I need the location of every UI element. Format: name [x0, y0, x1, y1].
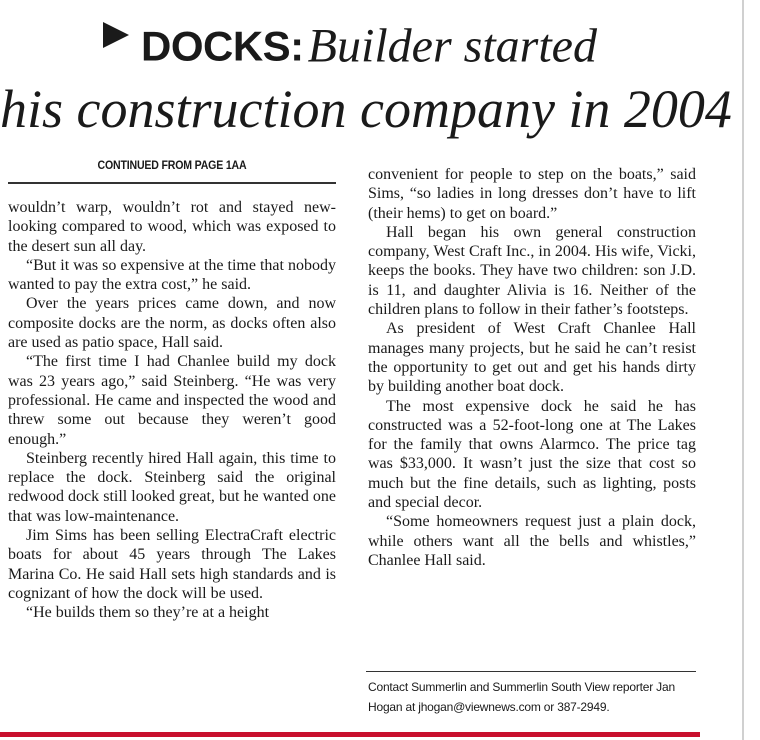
- paragraph: “But it was so expensive at the time that nobody wanted to pay the extra cost,” he said.: [8, 256, 336, 294]
- paragraph: “The first time I had Chanlee build my dock was 23 years ago,” said Steinberg. “He was very professional. He came and inspected the wood and threw some out because they weren’t good enough.”: [8, 353, 336, 448]
- paragraph: convenient for people to step on the boats,” said Sims, “so ladies in long dresses don’t have to lift (their hems) to get on board.”: [368, 166, 696, 222]
- paragraph: As president of West Craft Chanlee Hall manages many projects, but he said he can’t resist the opportunity to get out and get his hands dirty by building another boat dock.: [368, 320, 696, 396]
- headline-kicker: DOCKS:: [141, 22, 304, 70]
- continued-from-label: CONTINUED FROM PAGE 1AA: [97, 158, 247, 172]
- headline-text-1: Builder started: [307, 19, 597, 73]
- credit-rule: [366, 671, 696, 672]
- page-edge-divider: [742, 0, 744, 740]
- paragraph: The most expensive dock he said he has constructed was a 52-foot-long one at The Lakes for the family that owns Alarmco. The price tag was $33,000. It wasn’t just the size that cost so much but the fine details, such as lighting, posts and special decor.: [368, 397, 696, 512]
- article-column-right: [368, 165, 696, 570]
- headline: [0, 14, 732, 140]
- paragraph: “Some homeowners request just a plain dock, while others want all the bells and whistles,” Chanlee Hall said.: [368, 513, 696, 569]
- paragraph: Over the years prices came down, and now composite docks are the norm, as docks often also are used as patio space, Hall said.: [8, 295, 336, 352]
- reporter-credit: Contact Summerlin and Summerlin South View reporter Jan Hogan at jhogan@viewnews.com or 387-2949.: [368, 680, 675, 714]
- accent-bar: [0, 732, 700, 737]
- paragraph: Steinberg recently hired Hall again, this time to replace the dock. Steinberg said the original redwood dock still looked great, but he wanted one that was low-maintenance.: [8, 449, 336, 525]
- paragraph: “He builds them so they’re at a height: [26, 604, 270, 622]
- play-arrow-icon: [103, 22, 129, 48]
- headline-line-1: [0, 14, 700, 78]
- paragraph: Jim Sims has been selling ElectraCraft electric boats for about 45 years through The Lakes Marina Co. He said Hall sets high standards and is cognizant of how the dock will be used.: [8, 527, 336, 602]
- paragraph: wouldn’t warp, wouldn’t rot and stayed new-looking compared to wood, which was exposed to the desert sun all day.: [8, 199, 336, 255]
- column-rule-top: [8, 182, 336, 184]
- headline-line-2: his construction company in 2004: [0, 79, 732, 139]
- article-column-left: [8, 198, 336, 623]
- paragraph: Hall began his own general construction company, West Craft Inc., in 2004. His wife, Vicki, keeps the books. They have two children: son J.D. is 11, and daughter Alivia is 16. Neither of the children plans to follow in their father’s footsteps.: [368, 223, 696, 319]
